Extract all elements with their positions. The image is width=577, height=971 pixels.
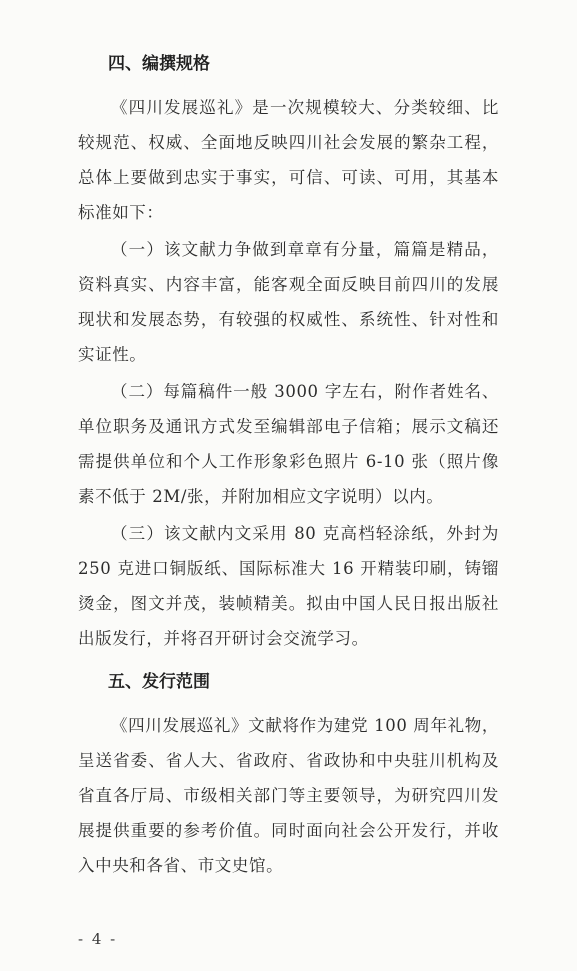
- paragraph-item-2: （二）每篇稿件一般 3000 字左右，附作者姓名、单位职务及通讯方式发至编辑部电子信箱；展示文稿还需提供单位和个人工作形象彩色照片 6-10 张（照片像素不低于 2M/张，并附加相应文字说明）以内。: [78, 382, 499, 506]
- paragraph-item-1: （一）该文献力争做到章章有分量，篇篇是精品，资料真实、内容丰富，能客观全面反映目前四川的发展现状和发展态势，有较强的权威性、系统性、针对性和实证性。: [78, 240, 499, 364]
- paragraph-intro: 《四川发展巡礼》是一次规模较大、分类较细、比较规范、权威、全面地反映四川社会发展的繁杂工程，总体上要做到忠实于事实，可信、可读、可用，其基本标准如下：: [78, 98, 499, 222]
- page-number: - 4 -: [78, 930, 118, 948]
- section-heading-specs: 四、编撰规格: [108, 54, 210, 74]
- section-heading-distribution: 五、发行范围: [108, 672, 210, 692]
- paragraph-item-3: （三）该文献内文采用 80 克高档轻涂纸，外封为 250 克进口铜版纸、国际标准大 16 开精装印刷，铸镏烫金，图文并茂，装帧精美。拟由中国人民日报出版社出版发行，并将召开研讨会交流学习。: [78, 524, 499, 648]
- paragraph-distribution: 《四川发展巡礼》文献将作为建党 100 周年礼物，呈送省委、省人大、省政府、省政协和中央驻川机构及省直各厅局、市级相关部门等主要领导，为研究四川发展提供重要的参考价值。同时面向社会公开发行，并收入中央和各省、市文史馆。: [78, 716, 499, 875]
